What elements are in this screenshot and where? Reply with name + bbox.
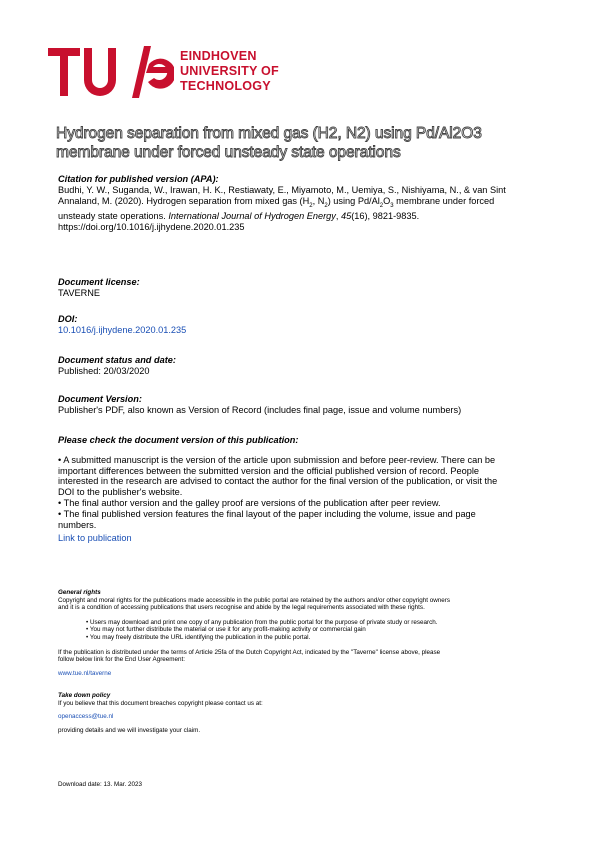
title-line-1: Hydrogen separation from mixed gas (H2, N2) using Pd/Al2O3	[56, 125, 482, 142]
takedown-section	[58, 692, 548, 734]
subscript: 2	[324, 202, 328, 209]
university-logo	[48, 46, 279, 98]
citation-text: O	[383, 195, 391, 206]
general-rights-section	[58, 589, 548, 677]
check-line: interested in the research are advised to contact the author for the final version of the publication, or visit the	[58, 476, 498, 487]
university-name-line: EINDHOVEN	[180, 49, 257, 63]
status-section	[58, 355, 548, 377]
rights-bullet: • Users may download and print one copy of any publication from the public portal for the purpose of private study or research.	[86, 618, 438, 626]
university-name-line: TECHNOLOGY	[180, 79, 271, 93]
takedown-label: Take down policy	[58, 692, 111, 699]
general-rights-label: General rights	[58, 589, 101, 596]
rights-line: and it is a condition of accessing publications that users recognise and abide by the legal requirements associated with these rights.	[58, 604, 425, 612]
subscript: 2	[379, 202, 384, 209]
citation-text: membrane under forced	[393, 195, 495, 206]
citation-doi-url: https://doi.org/10.1016/j.ijhydene.2020.01.235	[58, 222, 245, 233]
citation-text: ) using Pd/Al	[327, 195, 380, 206]
citation-text: unsteady state operations.	[58, 211, 169, 222]
taverne-line: If the publication is distributed under the terms of Article 25fa of the Dutch Copyright Act, indicated by the "Taverne" license above, please	[58, 648, 441, 656]
taverne-link[interactable]: www.tue.nl/taverne	[58, 669, 112, 677]
volume: 45	[340, 211, 352, 222]
doi-link[interactable]: 10.1016/j.ijhydene.2020.01.235	[58, 324, 187, 335]
download-date: Download date: 13. Mar. 2023	[58, 781, 143, 788]
version-label: Document Version:	[58, 394, 142, 404]
citation-line: Budhi, Y. W., Suganda, W., Irawan, H. K., Restiawaty, E., Miyamoto, M., Uemiya, S., Nishiyama, N., & van Sint	[58, 184, 506, 195]
check-version-label: Please check the document version of this publication:	[58, 435, 299, 445]
citation-label: Citation for published version (APA):	[58, 174, 219, 184]
takedown-closing: providing details and we will investigate your claim.	[58, 726, 201, 734]
citation-text: (16), 9821-9835.	[351, 211, 420, 222]
citation-line	[58, 211, 548, 222]
rights-bullet: • You may not further distribute the material or use it for any profit-making activity or commercial gain	[86, 626, 366, 634]
document-title	[56, 124, 546, 162]
journal-name: International Journal of Hydrogen Energy	[168, 211, 336, 222]
version-value: Publisher's PDF, also known as Version of Record (includes final page, issue and volume numbers)	[58, 404, 462, 415]
check-line: • A submitted manuscript is the version of the article upon submission and before peer-review. There can be	[58, 454, 496, 465]
check-line: important differences between the submitted version and the official published version of record. People	[58, 465, 480, 476]
check-line: numbers.	[58, 519, 97, 530]
takedown-line: If you believe that this document breaches copyright please contact us at:	[58, 699, 263, 707]
rights-bullet: • You may freely distribute the URL identifying the publication in the public portal.	[86, 633, 311, 641]
citation-line	[58, 196, 548, 212]
version-section	[58, 394, 548, 416]
doi-section	[58, 314, 548, 336]
status-value: Published: 20/03/2020	[58, 365, 150, 376]
subscript: 2	[309, 202, 313, 209]
check-version-section	[58, 435, 548, 544]
status-label: Document status and date:	[58, 355, 176, 365]
license-value: TAVERNE	[58, 287, 101, 298]
openaccess-email-link[interactable]: openaccess@tue.nl	[58, 713, 114, 721]
link-to-publication[interactable]: Link to publication	[58, 533, 132, 544]
check-line: • The final author version and the galley proof are versions of the publication after peer review.	[58, 497, 441, 508]
university-name	[180, 49, 279, 94]
subscript: 3	[390, 202, 394, 209]
check-line: • The final published version features the final layout of the paper including the volume, issue and page	[58, 508, 476, 519]
university-name-line: UNIVERSITY OF	[180, 64, 279, 78]
citation-text: , N	[312, 195, 325, 206]
citation-text: ,	[335, 211, 341, 222]
check-line: DOI to the publisher's website.	[58, 487, 183, 498]
license-label: Document license:	[58, 277, 140, 287]
rights-line: Copyright and moral rights for the publications made accessible in the public portal are retained by the authors and/or other copyright owners	[58, 596, 451, 604]
citation-section	[58, 174, 548, 233]
tue-logo-icon	[48, 46, 174, 98]
doi-label: DOI:	[58, 314, 78, 324]
license-section	[58, 277, 548, 299]
taverne-line: follow below link for the End User Agreement:	[58, 656, 186, 664]
citation-text: Annaland, M. (2020). Hydrogen separation from mixed gas (H	[58, 195, 310, 206]
title-line-2: membrane under forced unsteady state operations	[56, 144, 401, 161]
